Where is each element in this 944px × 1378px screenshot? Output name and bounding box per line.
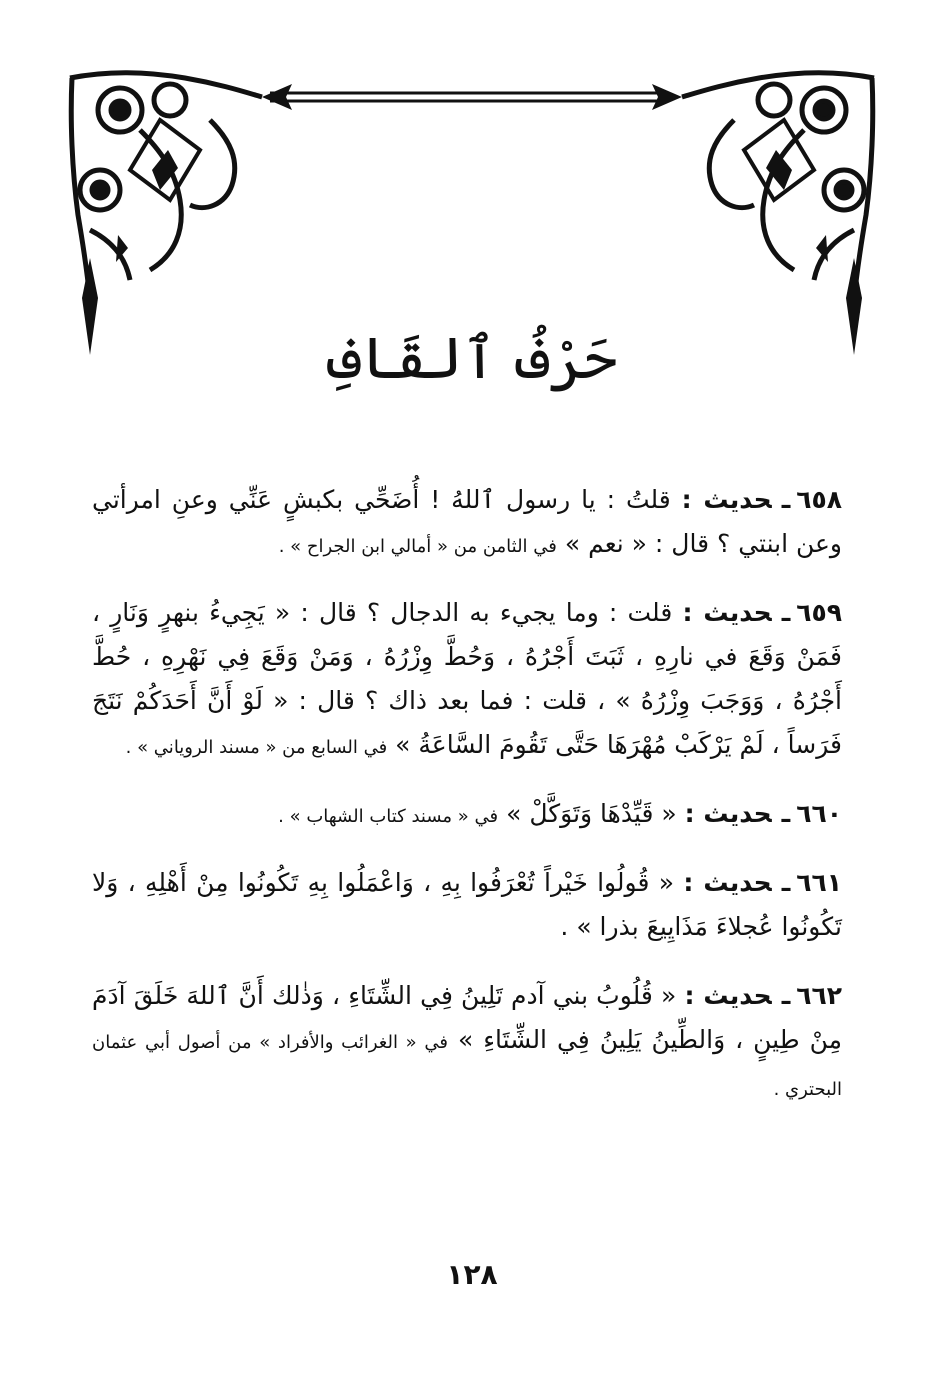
- entry-dash: ـ: [781, 485, 791, 514]
- entry-text: قلت : وما يجيء به الدجال ؟ قال : « يَجِيءُ بنهرٍ وَنَارٍ ، فَمَنْ وَقَعَ في نارِهِ ، ثَبَتَ أَجْرُهُ ، وَحُطَّ وِزْرُهُ ، وَمَنْ وَقَعَ فِي نَهْرِهِ ، حُطَّ أَجْرُهُ ، وَوَجَبَ وِزْرُهُ » ، قلت : فما بعد ذاك ؟ قال : « لَوْ أَنَّ أَحَدَكُمْ نَتَجَ فَرَساً ، لَمْ يَرْكَبْ مُهْرَهَا حَتَّى تَقُومَ السَّاعَةُ »: [92, 598, 842, 759]
- entry-dash: ـ: [781, 598, 791, 627]
- page-number: ١٢٨: [446, 1258, 498, 1291]
- hadith-entry-661: [92, 861, 842, 952]
- entry-source: في « الغرائب والأفراد » من أصول أبي عثمان البحتري .: [92, 1032, 842, 1100]
- entry-dash: ـ: [781, 981, 791, 1010]
- hadith-entry-660: [92, 792, 842, 839]
- entry-number: ٦٦٠: [796, 799, 842, 828]
- hadith-entry-662: [92, 974, 842, 1112]
- left-corner-ornament: [70, 73, 262, 300]
- entry-text: « قُلُوبُ بني آدم تَلِينُ فِي الشِّتَاءِ ، وَذٰلك أَنَّ ٱللهَ خَلَقَ آدَمَ مِنْ طِينٍ ، وَالطِّينُ يَلِينُ فِي الشِّتَاءِ »: [92, 981, 842, 1054]
- hadith-entry-658: [92, 478, 842, 569]
- entry-source: في السابع من « مسند الروياني » .: [125, 737, 388, 758]
- entry-number: ٦٦١: [796, 868, 843, 897]
- hadith-entry-659: [92, 591, 842, 770]
- entry-source: في « مسند كتاب الشهاب » .: [278, 806, 499, 827]
- entry-label: حديث :: [684, 981, 772, 1010]
- entry-label: حديث :: [682, 598, 772, 627]
- entry-number: ٦٦٢: [796, 981, 843, 1010]
- entry-text: « قَيِّدْهَا وَتَوَكَّلْ »: [498, 799, 677, 828]
- entry-text: « قُولُوا خَيْراً تُعْرَفُوا بِهِ ، وَاعْمَلُوا بِهِ تَكُونُوا مِنْ أَهْلِهِ ، وَلا تَكُونُوا عُجلاءَ مَذَايِيعَ بذرا » .: [92, 868, 842, 941]
- entry-source: في الثامن من « أمالي ابن الجراح » .: [278, 536, 557, 557]
- hadith-list: [92, 478, 842, 1134]
- entry-number: ٦٥٨: [796, 485, 843, 514]
- entry-label: حديث :: [684, 799, 772, 828]
- entry-number: ٦٥٩: [796, 598, 843, 627]
- entry-label: حديث :: [683, 868, 772, 897]
- entry-label: حديث :: [681, 485, 772, 514]
- entry-text: قلتُ : يا رسول ٱللهُ ! أُضَحِّي بكبشٍ عَنِّي وعنِ امرأتي وعن ابنتي ؟ قال : « نعم »: [92, 485, 842, 558]
- right-corner-ornament: [682, 73, 874, 355]
- chapter-title: حَرْفُ ٱلقَافِ: [326, 324, 618, 392]
- entry-dash: ـ: [781, 799, 791, 828]
- entry-dash: ـ: [781, 868, 791, 897]
